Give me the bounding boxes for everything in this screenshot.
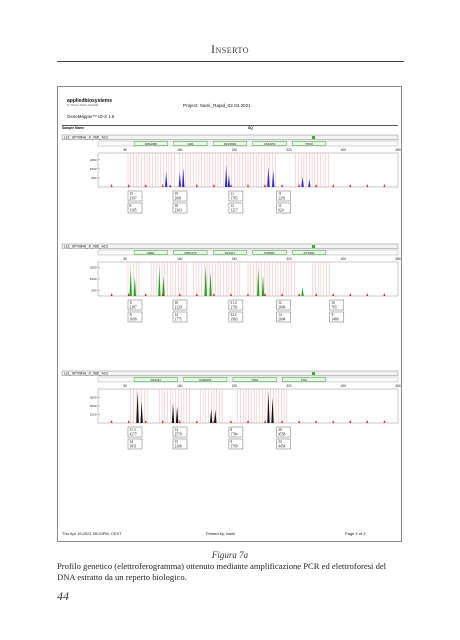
allele-call-label [229,191,243,201]
allele-designation: 11 [230,192,234,196]
x-tick-label: 80 [123,384,128,388]
x-tick-label: 400 [340,257,347,261]
peak-height: 2291 [278,196,286,201]
allele-designation: Y [331,313,334,317]
marker-label: FGA [301,377,308,382]
sample-name-column: Sample Name [62,126,85,130]
marker-label: D8S1179 [184,250,197,255]
sample-name: L13_ SP709HA_ JI_V8D_ AC3 [64,244,108,249]
peak-height: 765 [331,305,337,310]
allele-call-label [277,439,291,449]
peak-height: 2649 [278,305,286,310]
y-tick-label: 2400 [89,157,97,162]
allele-call-label [229,300,243,310]
footer-page: Page 1 of 2 [345,531,366,536]
allele-designation: 10 [174,301,179,305]
peak-height: 1480 [331,317,339,322]
x-tick-label: 240 [231,384,238,388]
allele-call-label [330,300,344,310]
marker-label: CSF1PO [263,141,276,146]
marker-label: DYS391 [303,250,315,255]
x-tick-label: 160 [177,148,183,152]
page-number: 44 [57,589,69,603]
allele-designation: 14 [278,313,282,317]
brand-subtitle: by Thermo Fisher Scientific [67,104,99,107]
allele-designation: 10 [331,301,335,305]
allele-call-label [277,312,291,322]
allele-designation: X [129,301,133,305]
x-tick-label: 320 [286,257,292,261]
allele-call-label [173,312,187,322]
peak-height: 1769 [230,444,238,449]
allele-designation: 14 [174,428,179,432]
plot-area [98,389,398,423]
allele-call-label [277,203,291,213]
allele-call-label [173,300,187,310]
running-header: Inserto [211,42,249,56]
x-tick-label: 80 [123,148,128,152]
x-tick-label: 400 [340,384,347,388]
project-name: Project: Samì_Rapid_02.04.2021 [183,103,251,108]
y-tick-label: 800 [91,175,97,180]
peak-height: 4277 [129,432,137,437]
peak-height: 4454 [278,444,286,449]
genemapper-report [57,86,402,542]
x-tick-label: 320 [286,148,292,152]
allele-call-label [173,203,187,213]
allele-call-label [173,427,187,437]
peak-height: 1784 [230,432,238,437]
allele-call-label [128,439,142,449]
peak-height: 2570 [174,432,182,437]
allele-call-label [229,439,243,449]
peak-height: 1775 [174,317,182,322]
peak-height: 2387 [129,305,137,310]
allele-designation: X [129,313,133,317]
sq-flag [312,245,315,248]
marker-label: TH01 [251,377,259,382]
y-tick-label: 3000 [89,395,97,400]
marker-label: AMEL [146,250,155,255]
footer-date: Thu Apr 15,2021 05:24PM, CEST [62,531,122,536]
peak-height: 1217 [230,208,238,213]
marker-label: D3S1358 [144,141,157,146]
sq-flag [312,372,315,375]
allele-call-label [229,427,243,437]
peak-height: 2308 [174,444,182,449]
peak-height: 4558 [278,432,286,437]
allele-designation: 15 [174,440,179,444]
peak-height: 1983 [230,317,238,322]
allele-call-label [128,300,142,310]
allele-designation: 31.2 [230,301,237,305]
electropherogram-panel-1 [58,129,401,249]
peak-height: 2507 [129,196,137,201]
x-tick-label: 320 [286,384,292,388]
brand-logo: appliedbiosystems [67,98,113,104]
x-tick-label: 480 [395,257,401,261]
allele-designation: 9 [230,440,233,444]
electropherogram-panel-3 [58,365,401,485]
sq-column: SQ [248,126,253,130]
allele-call-label [277,427,291,437]
peak-height: 2004 [278,317,286,322]
allele-designation: 15 [129,192,134,196]
allele-designation: 20 [278,428,282,432]
allele-call-label [173,439,187,449]
marker-label: TPOX [305,141,313,146]
allele-call-label [277,191,291,201]
x-tick-label: 480 [395,148,401,152]
allele-designation: 12 [230,204,235,208]
app-name: GeneMapper™ ID-X 1.6 [67,114,115,119]
peak-height: 3051 [129,444,137,449]
x-tick-label: 400 [340,148,347,152]
allele-call-label [229,312,243,322]
allele-designation: 11.3 [129,428,136,432]
allele-designation: 14 [174,313,179,317]
allele-designation: 11 [278,204,282,208]
peak-height: 2303 [174,208,182,213]
sq-flag [312,136,315,139]
peak-height: 1765 [230,196,238,201]
marker-label: D16S539 [223,141,236,146]
electropherogram-panel-2 [58,238,401,358]
allele-designation: 8 [230,428,233,432]
sample-name: L13_ SP709HA_ JI_V8D_ AC3 [64,371,108,376]
x-tick-label: 80 [123,257,128,261]
y-tick-label: 2500 [89,265,97,270]
allele-call-label [128,427,142,437]
allele-call-label [330,312,344,322]
marker-label: D2S441 [150,377,162,382]
allele-designation: 8 [129,204,132,208]
allele-designation: 19 [174,192,179,196]
y-tick-label: 500 [91,288,97,293]
sample-name: L13_ SP709HA_ JI_V8D_ AC3 [64,135,108,140]
allele-designation: 32.2 [230,313,237,317]
y-tick-label: 2000 [89,404,97,408]
sample-row [62,244,398,249]
peak-height: 1690 [129,317,137,322]
sample-row [62,135,398,140]
peak-height: 1185 [129,208,137,213]
peak-height: 2129 [174,305,182,310]
y-tick-label: 1500 [89,277,97,281]
allele-designation: 12 [278,301,282,305]
x-tick-label: 240 [231,148,238,152]
peak-height: 2791 [230,305,238,310]
marker-label: D18S51 [264,250,275,255]
allele-designation: 18 [174,204,179,208]
sample-row [62,371,398,376]
allele-call-label [173,191,187,201]
allele-designation: 11 [278,192,282,196]
x-tick-label: 160 [177,257,183,261]
marker-label: vWA [187,141,194,146]
y-tick-label: 1000 [89,412,97,417]
x-tick-label: 240 [231,257,238,261]
x-tick-label: 480 [395,384,401,388]
peak-height: 920 [278,208,284,213]
allele-call-label [229,203,243,213]
footer-printed-by: Printed by: barni [206,531,236,536]
allele-call-label [128,203,142,213]
allele-call-label [277,300,291,310]
allele-call-label [128,191,142,201]
marker-label: D21S11 [224,250,236,255]
x-tick-label: 160 [177,384,183,388]
allele-call-label [128,312,142,322]
marker-label: D19S433 [199,377,212,382]
allele-designation: 23 [278,440,282,444]
figure-caption: Profilo genetico (elettroferogramma) ottenuto mediante amplificazione PCR ed elettroforesi del DNA estratto da un reperto biologico. [57,561,387,582]
peak-height: 2081 [174,196,182,201]
header-rule [57,61,404,62]
y-tick-label: 1600 [89,166,97,171]
figure-label: Figura 7a [211,550,249,560]
allele-designation: 14 [129,440,134,444]
